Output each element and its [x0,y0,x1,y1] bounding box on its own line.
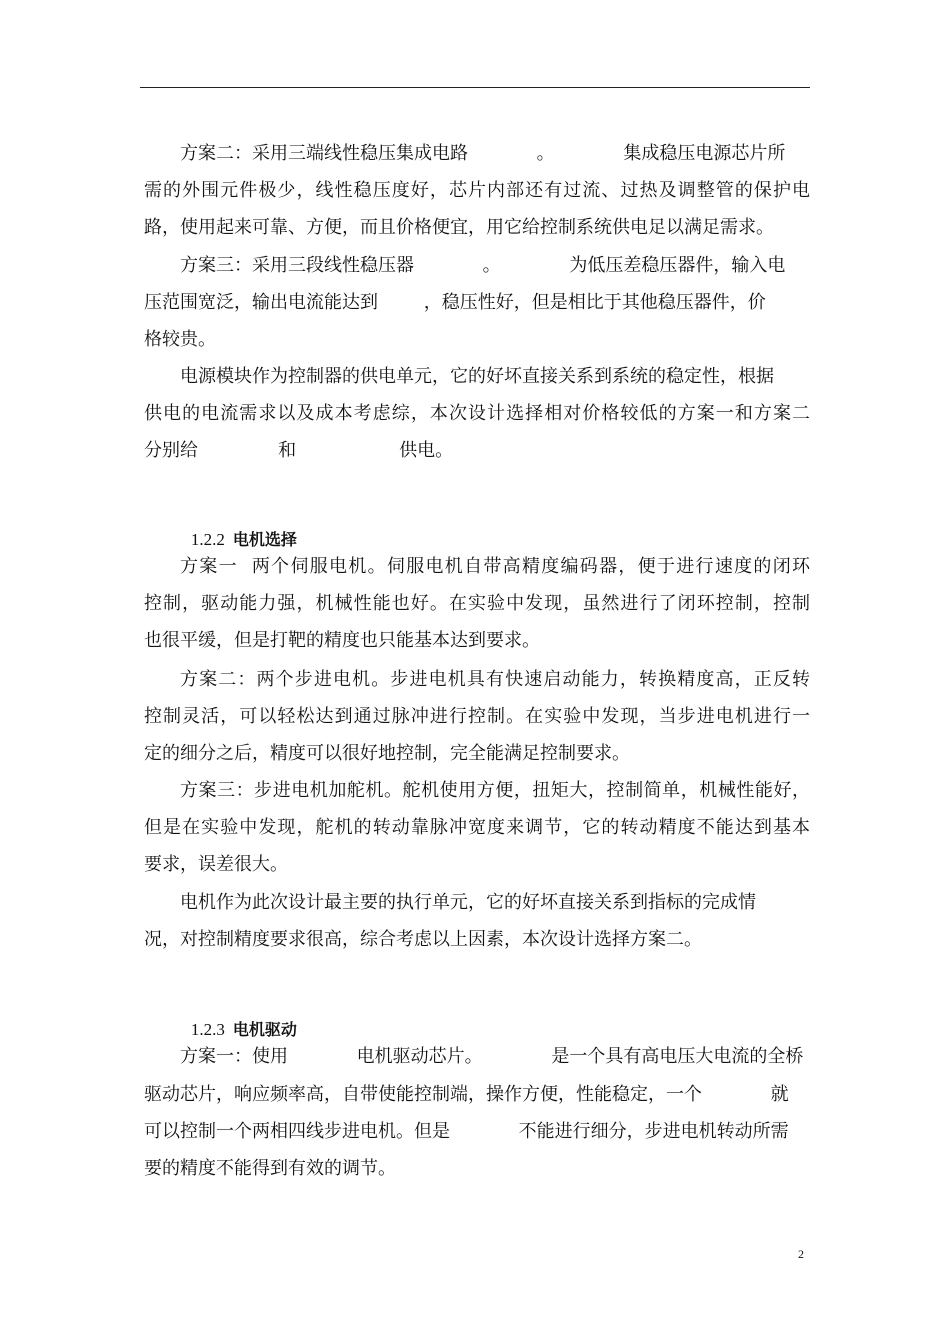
page-number: 2 [798,1247,804,1261]
section-title: 电机选择 [232,530,297,549]
section-number: 1.2.2 [190,530,225,549]
text-line: 但是在实验中发现，舵机的转动靠脉冲宽度来调节，它的转动精度不能达到基本 [144,817,810,838]
text-line: 压范围宽泛，输出电流能达到 ，稳压性好，但是相比于其他稳压器件，价 [144,292,766,313]
text-line: 控制灵活，可以轻松达到通过脉冲进行控制。在实验中发现，当步进电机进行一 [144,706,810,727]
text-line: 方案一：使用 电机驱动芯片。 是一个具有高电压大电流的全桥 [180,1046,804,1067]
text-line: 要的精度不能得到有效的调节。 [144,1158,396,1179]
text-line: 电机作为此次设计最主要的执行单元，它的好坏直接关系到指标的完成情 [180,892,756,913]
text-line: 供电的电流需求以及成本考虑综，本次设计选择相对价格较低的方案一和方案二 [144,403,810,424]
text-line: 驱动芯片，响应频率高，自带使能控制端，操作方便，性能稳定，一个 就 [144,1084,789,1105]
header-rule [140,87,810,88]
text-line: 方案一 两个伺服电机。伺服电机自带高精度编码器，便于进行速度的闭环 [180,556,810,577]
section-title: 电机驱动 [232,1020,297,1039]
text-line: 分别给 和 供电。 [144,440,454,461]
text-line: 格较贵。 [144,329,216,350]
text-line: 控制，驱动能力强，机械性能也好。在实验中发现，虽然进行了闭环控制，控制 [144,593,810,614]
text-line: 可以控制一个两相四线步进电机。但是 不能进行细分，步进电机转动所需 [144,1121,789,1142]
text-line: 也很平缓，但是打靶的精度也只能基本达到要求。 [144,630,540,651]
text-line: 定的细分之后，精度可以很好地控制，完全能满足控制要求。 [144,743,630,764]
text-line: 况，对控制精度要求很高，综合考虑以上因素，本次设计选择方案二。 [144,929,702,950]
text-line: 路，使用起来可靠、方便，而且价格便宜，用它给控制系统供电足以满足需求。 [144,217,774,238]
text-line: 需的外围元件极少，线性稳压度好，芯片内部还有过流、过热及调整管的保护电 [144,180,810,201]
text-line: 方案三：采用三段线性稳压器 。 为低压差稳压器件，输入电 [180,255,786,276]
text-line: 方案二：采用三端线性稳压集成电路 。 集成稳压电源芯片所 [180,143,786,164]
text-line: 方案二：两个步进电机。步进电机具有快速启动能力，转换精度高，正反转 [180,669,810,690]
text-line: 要求，误差很大。 [144,854,288,875]
section-heading [180,495,297,549]
text-line: 方案三：步进电机加舵机。舵机使用方便，扭矩大，控制简单，机械性能好， [180,780,810,801]
text-line: 电源模块作为控制器的供电单元，它的好坏直接关系到系统的稳定性，根据 [180,366,774,387]
section-number: 1.2.3 [190,1020,225,1039]
section-heading [180,985,297,1039]
